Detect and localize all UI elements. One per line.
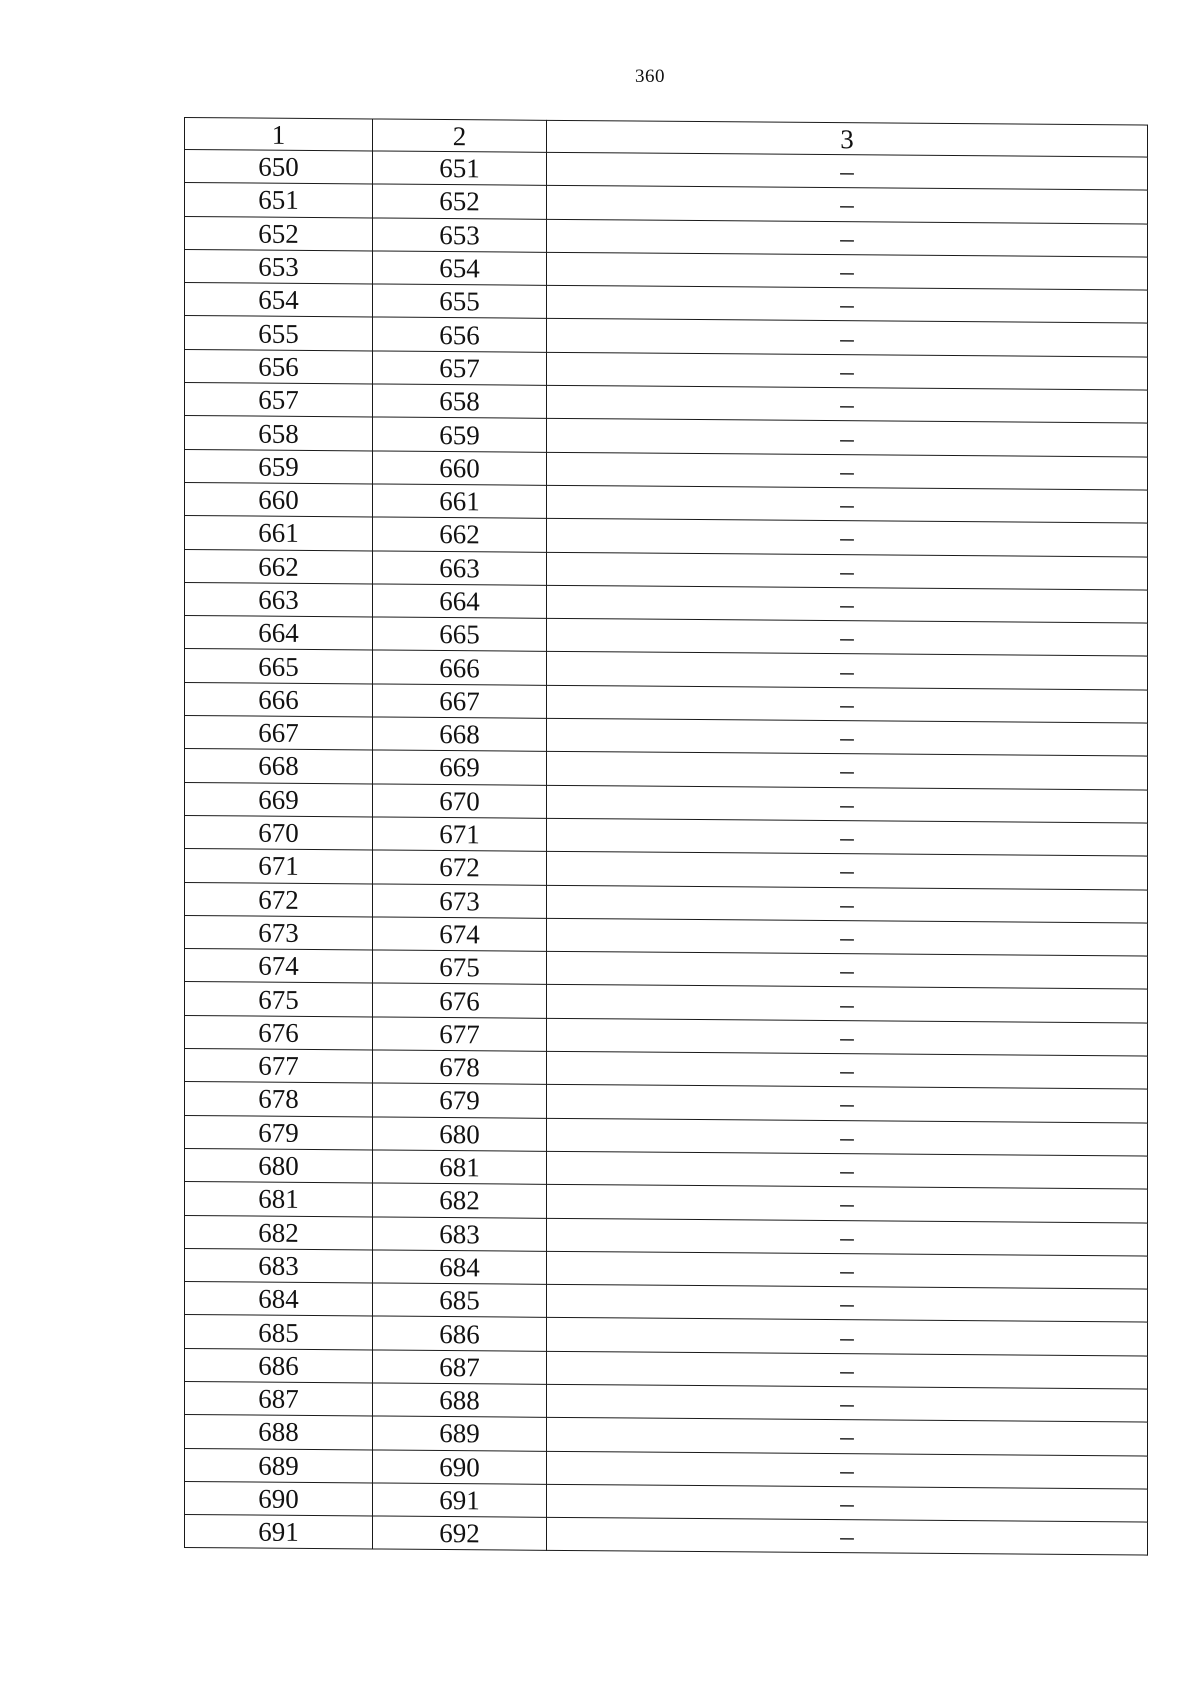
table-cell-col-2: 669 [373,750,547,785]
table-cell-col-3: – [547,1318,1148,1356]
table-cell-col-2: 665 [373,617,547,652]
table-cell-col-2: 657 [373,351,547,386]
table-cell-col-3: – [547,1384,1148,1422]
table-cell-col-1: 688 [185,1415,373,1450]
table-cell-col-2: 659 [373,417,547,452]
table-cell-col-3: – [547,951,1148,989]
table-cell-col-1: 680 [185,1148,373,1183]
table-cell-col-1: 677 [185,1049,373,1084]
table-cell-col-1: 665 [185,649,373,684]
table-cell-col-2: 690 [373,1450,547,1485]
table-cell-col-1: 690 [185,1481,373,1516]
table-cell-col-3: – [547,885,1148,923]
table-cell-col-1: 678 [185,1082,373,1117]
table-cell-col-3: – [547,652,1148,690]
table-cell-col-2: 683 [373,1216,547,1251]
table-cell-col-3: – [547,352,1148,390]
page-number: 360 [635,66,665,87]
table-cell-col-1: 653 [185,249,373,284]
table-cell-col-3: – [547,286,1148,324]
table-cell-col-2: 664 [373,584,547,619]
table-cell-col-1: 672 [185,882,373,917]
table-cell-col-3: – [547,519,1148,557]
table-cell-col-3: – [547,685,1148,723]
table-cell-col-2: 672 [373,850,547,885]
table-cell-col-2: 654 [373,251,547,286]
table-cell-col-3: – [547,252,1148,290]
table-cell-col-1: 689 [185,1448,373,1483]
table-cell-col-1: 675 [185,982,373,1017]
table-cell-col-3: – [547,718,1148,756]
table-cell-col-1: 685 [185,1315,373,1350]
table-cell-col-3: – [547,619,1148,657]
table-cell-col-2: 684 [373,1250,547,1285]
table-cell-col-2: 673 [373,884,547,919]
table-cell-col-1: 651 [185,183,373,218]
table-cell-col-2: 681 [373,1150,547,1185]
table-cell-col-3: – [547,1351,1148,1389]
table-cell-col-1: 673 [185,915,373,950]
table-cell-col-1: 657 [185,383,373,418]
table-cell-col-2: 676 [373,983,547,1018]
table-cell-col-2: 660 [373,451,547,486]
table-cell-col-1: 669 [185,782,373,817]
table-cell-col-3: – [547,1085,1148,1123]
table-cell-col-1: 681 [185,1182,373,1217]
table-cell-col-2: 658 [373,384,547,419]
table-cell-col-2: 661 [373,484,547,519]
table-row [185,1515,1148,1556]
table-cell-col-3: – [547,1018,1148,1056]
table-cell-col-2: 652 [373,184,547,219]
table-cell-col-2: 685 [373,1283,547,1318]
table-cell-col-2: 678 [373,1050,547,1085]
table-cell-col-2: 677 [373,1017,547,1052]
table-cell-col-2: 687 [373,1350,547,1385]
table-cell-col-1: 674 [185,949,373,984]
table-cell-col-2: 666 [373,650,547,685]
table-cell-col-3: – [547,319,1148,357]
table-cell-col-3: – [547,1051,1148,1089]
table-cell-col-1: 684 [185,1282,373,1317]
table-cell-col-1: 666 [185,682,373,717]
column-header-1: 1 [185,118,373,151]
table-cell-col-2: 667 [373,684,547,719]
table-cell-col-1: 659 [185,449,373,484]
table-cell-col-3: – [547,186,1148,224]
table-cell-col-1: 686 [185,1348,373,1383]
table-cell-col-2: 655 [373,284,547,319]
table-cell-col-1: 691 [185,1515,373,1550]
table-cell-col-2: 651 [373,151,547,186]
table-cell-col-3: – [547,152,1148,190]
table-cell-col-3: – [547,1151,1148,1189]
table-cell-col-3: – [547,385,1148,423]
table-cell-col-3: – [547,1418,1148,1456]
table-cell-col-1: 668 [185,749,373,784]
table-cell-col-3: – [547,1251,1148,1289]
table-cell-col-1: 663 [185,582,373,617]
table-cell-col-1: 683 [185,1248,373,1283]
table-cell-col-3: – [547,852,1148,890]
table-cell-col-3: – [547,1185,1148,1223]
table-cell-col-1: 667 [185,716,373,751]
data-table [184,117,1148,1556]
table-cell-col-1: 650 [185,150,373,185]
table-cell-col-3: – [547,585,1148,623]
table-cell-col-2: 668 [373,717,547,752]
table-cell-col-3: – [547,1118,1148,1156]
table-cell-col-2: 670 [373,784,547,819]
table-cell-col-3: – [547,1518,1148,1556]
table-cell-col-1: 652 [185,216,373,251]
table-cell-col-3: – [547,485,1148,523]
column-header-3: 3 [547,120,1148,157]
table-cell-col-1: 687 [185,1381,373,1416]
table-cell-col-2: 674 [373,917,547,952]
table-cell-col-2: 686 [373,1316,547,1351]
table-cell-col-2: 688 [373,1383,547,1418]
table-cell-col-3: – [547,1484,1148,1522]
table-cell-col-2: 663 [373,551,547,586]
table-cell-col-1: 664 [185,616,373,651]
table-cell-col-1: 682 [185,1215,373,1250]
table-cell-col-3: – [547,752,1148,790]
table-cell-col-1: 658 [185,416,373,451]
table-cell-col-1: 676 [185,1015,373,1050]
table-cell-col-3: – [547,552,1148,590]
table-cell-col-1: 660 [185,482,373,517]
table-body [185,118,1148,1556]
table-cell-col-3: – [547,219,1148,257]
table-cell-col-3: – [547,1451,1148,1489]
table-cell-col-2: 653 [373,218,547,253]
table-cell-col-2: 662 [373,517,547,552]
table-cell-col-1: 670 [185,815,373,850]
table-cell-col-1: 679 [185,1115,373,1150]
table-cell-col-1: 654 [185,283,373,318]
table-cell-col-2: 692 [373,1516,547,1551]
table-cell-col-1: 656 [185,349,373,384]
table-cell-col-3: – [547,985,1148,1023]
table-cell-col-2: 682 [373,1183,547,1218]
column-header-2: 2 [373,119,547,152]
table-cell-col-3: – [547,419,1148,457]
table-cell-col-3: – [547,785,1148,823]
table-cell-col-2: 680 [373,1117,547,1152]
table-cell-col-3: – [547,1218,1148,1256]
table-cell-col-1: 671 [185,849,373,884]
table-cell-col-2: 675 [373,950,547,985]
table-cell-col-2: 691 [373,1483,547,1518]
table-cell-col-2: 679 [373,1083,547,1118]
table-cell-col-2: 689 [373,1416,547,1451]
table-cell-col-3: – [547,918,1148,956]
table-cell-col-3: – [547,1284,1148,1322]
table-cell-col-3: – [547,818,1148,856]
table-cell-col-1: 662 [185,549,373,584]
table-cell-col-1: 661 [185,516,373,551]
table-cell-col-2: 671 [373,817,547,852]
table-cell-col-1: 655 [185,316,373,351]
table-cell-col-3: – [547,452,1148,490]
table-cell-col-2: 656 [373,317,547,352]
